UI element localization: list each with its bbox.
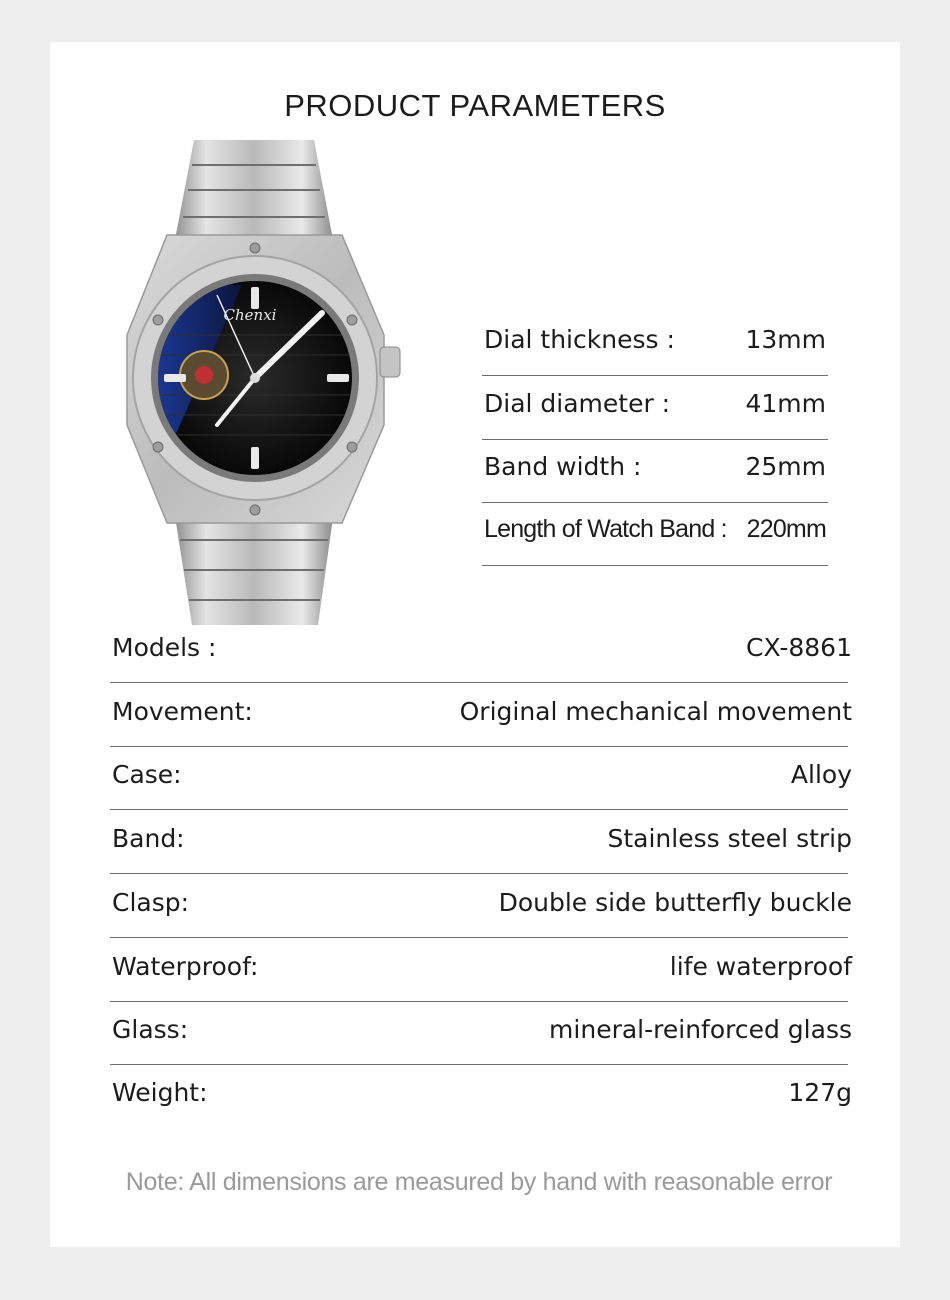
param-value: 127g [788, 1078, 852, 1107]
watch-brand-text: Chenxi [223, 306, 277, 324]
param-value: mineral-reinforced glass [549, 1015, 852, 1044]
param-value: Stainless steel strip [607, 824, 852, 853]
param-value: CX-8861 [746, 633, 852, 662]
param-label: Band: [112, 824, 185, 853]
param-row-band [110, 810, 852, 874]
param-value: Original mechanical movement [459, 697, 852, 726]
param-row-clasp [110, 874, 852, 938]
spec-value: 25mm [745, 452, 826, 481]
spec-label: Band width : [484, 452, 642, 481]
page-title: PRODUCT PARAMETERS [284, 88, 666, 123]
spec-label: Dial thickness : [484, 325, 675, 354]
param-label: Clasp: [112, 888, 190, 917]
param-label: Models : [112, 633, 217, 662]
param-row-glass [110, 1001, 852, 1065]
param-value: Alloy [790, 760, 852, 789]
param-label: Weight: [112, 1078, 208, 1107]
param-label: Glass: [112, 1015, 189, 1044]
spec-label: Dial diameter : [484, 389, 671, 418]
watch-image [122, 135, 407, 630]
param-label: Waterproof: [112, 952, 259, 981]
measurement-note: Note: All dimensions are measured by hand with reasonable error [125, 1168, 833, 1196]
spec-dial-thickness [482, 311, 828, 376]
spec-value: 13mm [745, 325, 826, 354]
spec-band-width [482, 438, 828, 503]
spec-band-length [482, 501, 828, 566]
spec-value: 41mm [745, 389, 826, 418]
spec-value: 220mm [746, 515, 826, 543]
param-row-models [110, 619, 852, 683]
param-row-waterproof [110, 938, 852, 1002]
param-value: life waterproof [669, 952, 852, 981]
param-label: Case: [112, 760, 182, 789]
param-row-weight [110, 1064, 852, 1127]
param-value: Double side butterfly buckle [498, 888, 852, 917]
param-row-movement [110, 683, 852, 747]
param-label: Movement: [112, 697, 253, 726]
spec-dial-diameter [482, 375, 828, 440]
spec-label: Length of Watch Band : [484, 515, 727, 543]
param-row-case [110, 746, 852, 810]
